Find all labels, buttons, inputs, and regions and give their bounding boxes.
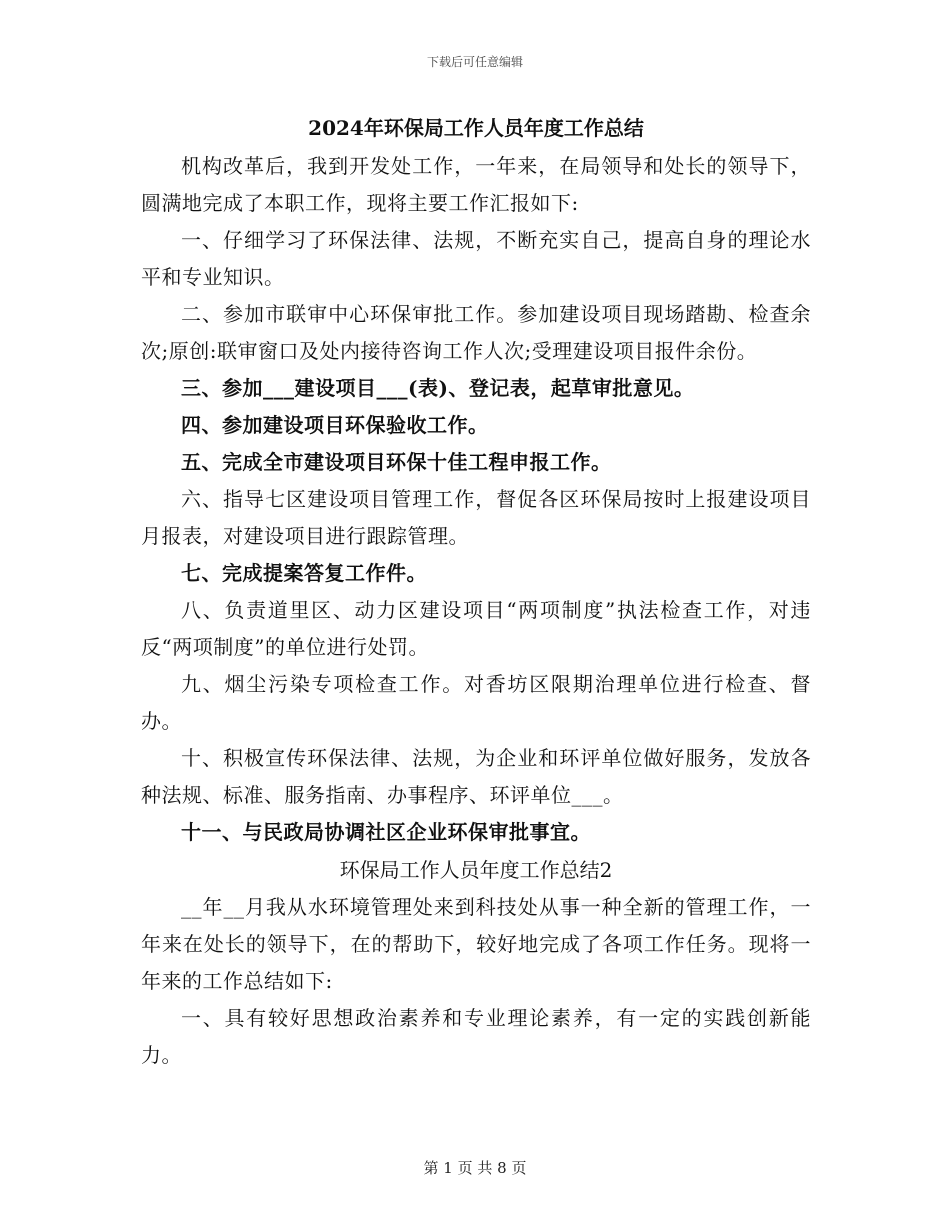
- document-body: [141, 108, 811, 1074]
- page-header: 下载后可任意编辑: [426, 55, 523, 69]
- paragraph-item-7: 七、完成提案答复工作件。: [181, 561, 427, 585]
- paragraph-item-11: 十一、与民政局协调社区企业环保审批事宜。: [181, 820, 591, 844]
- paragraph-section2-intro: __年__月我从水环境管理处来到科技处从事一种全新的管理工作，一年来在处长的领导下，在的帮助下，较好地完成了各项工作任务。现将一年来的工作总结如下:: [141, 895, 811, 993]
- paragraph-item-6: 六、指导七区建设项目管理工作，督促各区环保局按时上报建设项目月报表，对建设项目进行跟踪管理。: [141, 487, 811, 548]
- paragraph-item-2: 二、参加市联审中心环保审批工作。参加建设项目现场踏勘、检查余次;原创:联审窗口及处内接待咨询工作人次;受理建设项目报件余份。: [141, 302, 811, 363]
- paragraph-section2-item-1: 一、具有较好思想政治素养和专业理论素养，有一定的实践创新能力。: [141, 1006, 811, 1067]
- paragraph-item-10: 十、积极宣传环保法律、法规，为企业和环评单位做好服务，发放各种法规、标准、服务指南、办事程序、环评单位___。: [141, 746, 811, 807]
- section-title-2: 环保局工作人员年度工作总结2: [339, 858, 613, 882]
- document-title: 2024年环保局工作人员年度工作总结: [308, 116, 644, 140]
- paragraph-intro: 机构改革后，我到开发处工作，一年来，在局领导和处长的领导下，圆满地完成了本职工作，现将主要工作汇报如下:: [141, 154, 811, 215]
- paragraph-item-5: 五、完成全市建设项目环保十佳工程申报工作。: [181, 450, 612, 474]
- page-footer: 第 1 页 共 8 页: [423, 1159, 527, 1177]
- paragraph-item-1: 一、仔细学习了环保法律、法规，不断充实自己，提高自身的理论水平和专业知识。: [141, 228, 811, 289]
- paragraph-item-9: 九、烟尘污染专项检查工作。对香坊区限期治理单位进行检查、督办。: [141, 672, 811, 733]
- paragraph-item-8: 八、负责道里区、动力区建设项目“两项制度”执法检查工作，对违反“两项制度”的单位进行处罚。: [141, 598, 811, 659]
- paragraph-item-4: 四、参加建设项目环保验收工作。: [181, 413, 489, 437]
- paragraph-item-3: 三、参加___建设项目___(表)、登记表，起草审批意见。: [181, 376, 695, 400]
